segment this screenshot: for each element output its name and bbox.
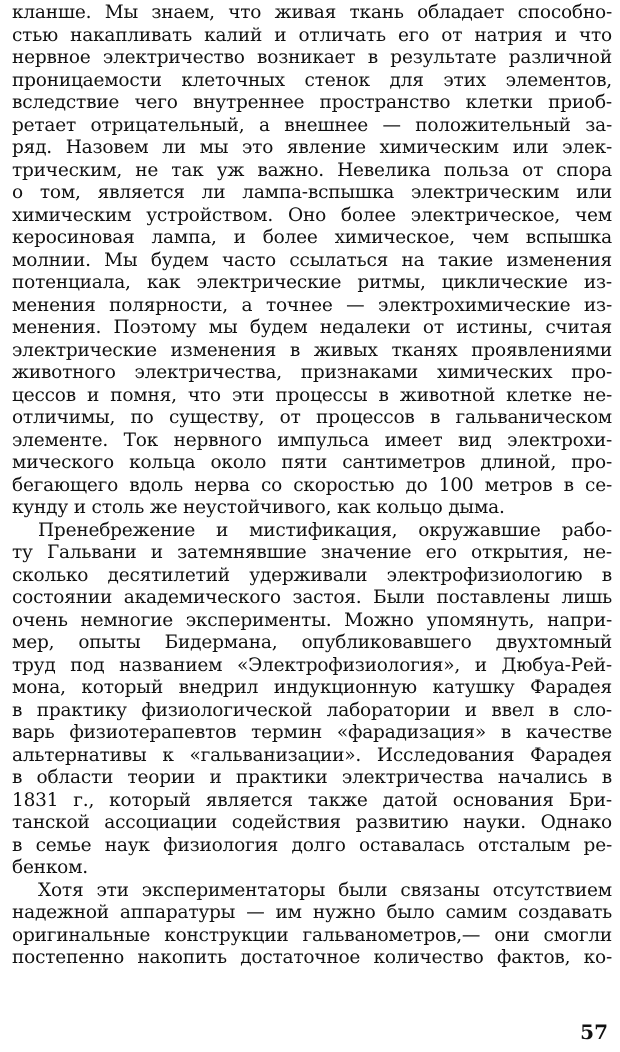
page-number: 57 xyxy=(580,1020,608,1044)
text-line: состоянии академического застоя. Были поставлены лишь xyxy=(12,587,612,608)
text-line: бенком. xyxy=(12,857,88,878)
text-line: о том, является ли лампа-вспышка электрическим или xyxy=(12,182,612,203)
text-line: ту Гальвани и затемнявшие значение его открытия, не- xyxy=(12,542,612,563)
text-line: в практику физиологической лаборатории и ввел в сло- xyxy=(12,699,612,721)
text-line: проницаемости клеточных стенок для этих элементов, xyxy=(12,69,612,91)
text-line: потенциала, как электрические ритмы, циклические из- xyxy=(12,272,612,293)
text-line: Хотя эти экспериментаторы были связаны отсутствием xyxy=(38,879,612,901)
text-line: цессов и помня, что эти процессы в животной клетке не- xyxy=(12,384,612,406)
body-text xyxy=(12,2,612,970)
text-line: менения полярности, а точнее — электрохимические из- xyxy=(12,294,612,316)
text-line: отличимы, по существу, от процессов в гальваническом xyxy=(12,407,612,428)
text-line: очень немногие эксперименты. Можно упомянуть, напри- xyxy=(12,609,612,631)
text-line: животного электричества, признаками химических про- xyxy=(12,362,612,383)
text-line: элементе. Ток нервного импульса имеет вид электрохи- xyxy=(12,429,612,451)
text-line: труд под названием «Электрофизиология», и Дюбуа-Рей- xyxy=(12,654,612,676)
text-line: стью накапливать калий и отличать его от натрия и что xyxy=(12,24,612,46)
text-line: в области теории и практики электричества начались в xyxy=(12,767,612,788)
text-line: в семье наук физиология долго оставалась отсталым ре- xyxy=(12,834,612,856)
text-line: мона, который внедрил индукционную катушку Фарадея xyxy=(12,677,612,698)
text-line: нервное электричество возникает в результате различной xyxy=(12,47,612,68)
text-line: бегающего вдоль нерва со скоростью до 100 метров в се- xyxy=(12,474,612,496)
text-line: оригинальные конструкции гальванометров,— они смогли xyxy=(12,924,612,946)
text-line: менения. Поэтому мы будем недалеки от истины, считая xyxy=(12,317,612,338)
text-line: электрические изменения в живых тканях проявлениями xyxy=(12,339,612,361)
text-line: химическим устройством. Оно более электрическое, чем xyxy=(12,204,612,226)
text-line: мического кольца около пяти сантиметров длиной, про- xyxy=(12,452,612,473)
text-line: трическим, не так уж важно. Невелика польза от спора xyxy=(12,159,612,181)
text-line: варь физиотерапевтов термин «фарадизация» в качестве xyxy=(12,722,612,743)
text-line: надежной аппаратуры — им нужно было самим создавать xyxy=(12,902,612,923)
text-line: мер, опыты Бидермана, опубликовавшего двухтомный xyxy=(12,632,612,653)
text-line: Пренебрежение и мистификация, окружавшие рабо- xyxy=(38,519,612,541)
text-line: кланше. Мы знаем, что живая ткань обладает способно- xyxy=(12,2,612,23)
text-line: 1831 г., который является также датой основания Бри- xyxy=(12,789,612,811)
text-line: кунду и столь же неустойчивого, как кольцо дыма. xyxy=(12,497,505,518)
text-line: молнии. Мы будем часто ссылаться на такие изменения xyxy=(12,249,612,271)
text-line: вследствие чего внутреннее пространство клетки приоб- xyxy=(12,92,612,113)
text-line: сколько десятилетий удерживали электрофизиологию в xyxy=(12,564,612,586)
text-line: ретает отрицательный, а внешнее — положительный за- xyxy=(12,114,612,136)
text-line: ряд. Назовем ли мы это явление химическим или элек- xyxy=(12,137,612,158)
text-line: танской ассоциации содействия развитию науки. Однако xyxy=(12,812,612,833)
text-line: постепенно накопить достаточное количество фактов, ко- xyxy=(12,947,612,968)
text-line: альтернативы к «гальванизации». Исследования Фарадея xyxy=(12,744,612,766)
text-line: керосиновая лампа, и более химическое, чем вспышка xyxy=(12,227,612,248)
